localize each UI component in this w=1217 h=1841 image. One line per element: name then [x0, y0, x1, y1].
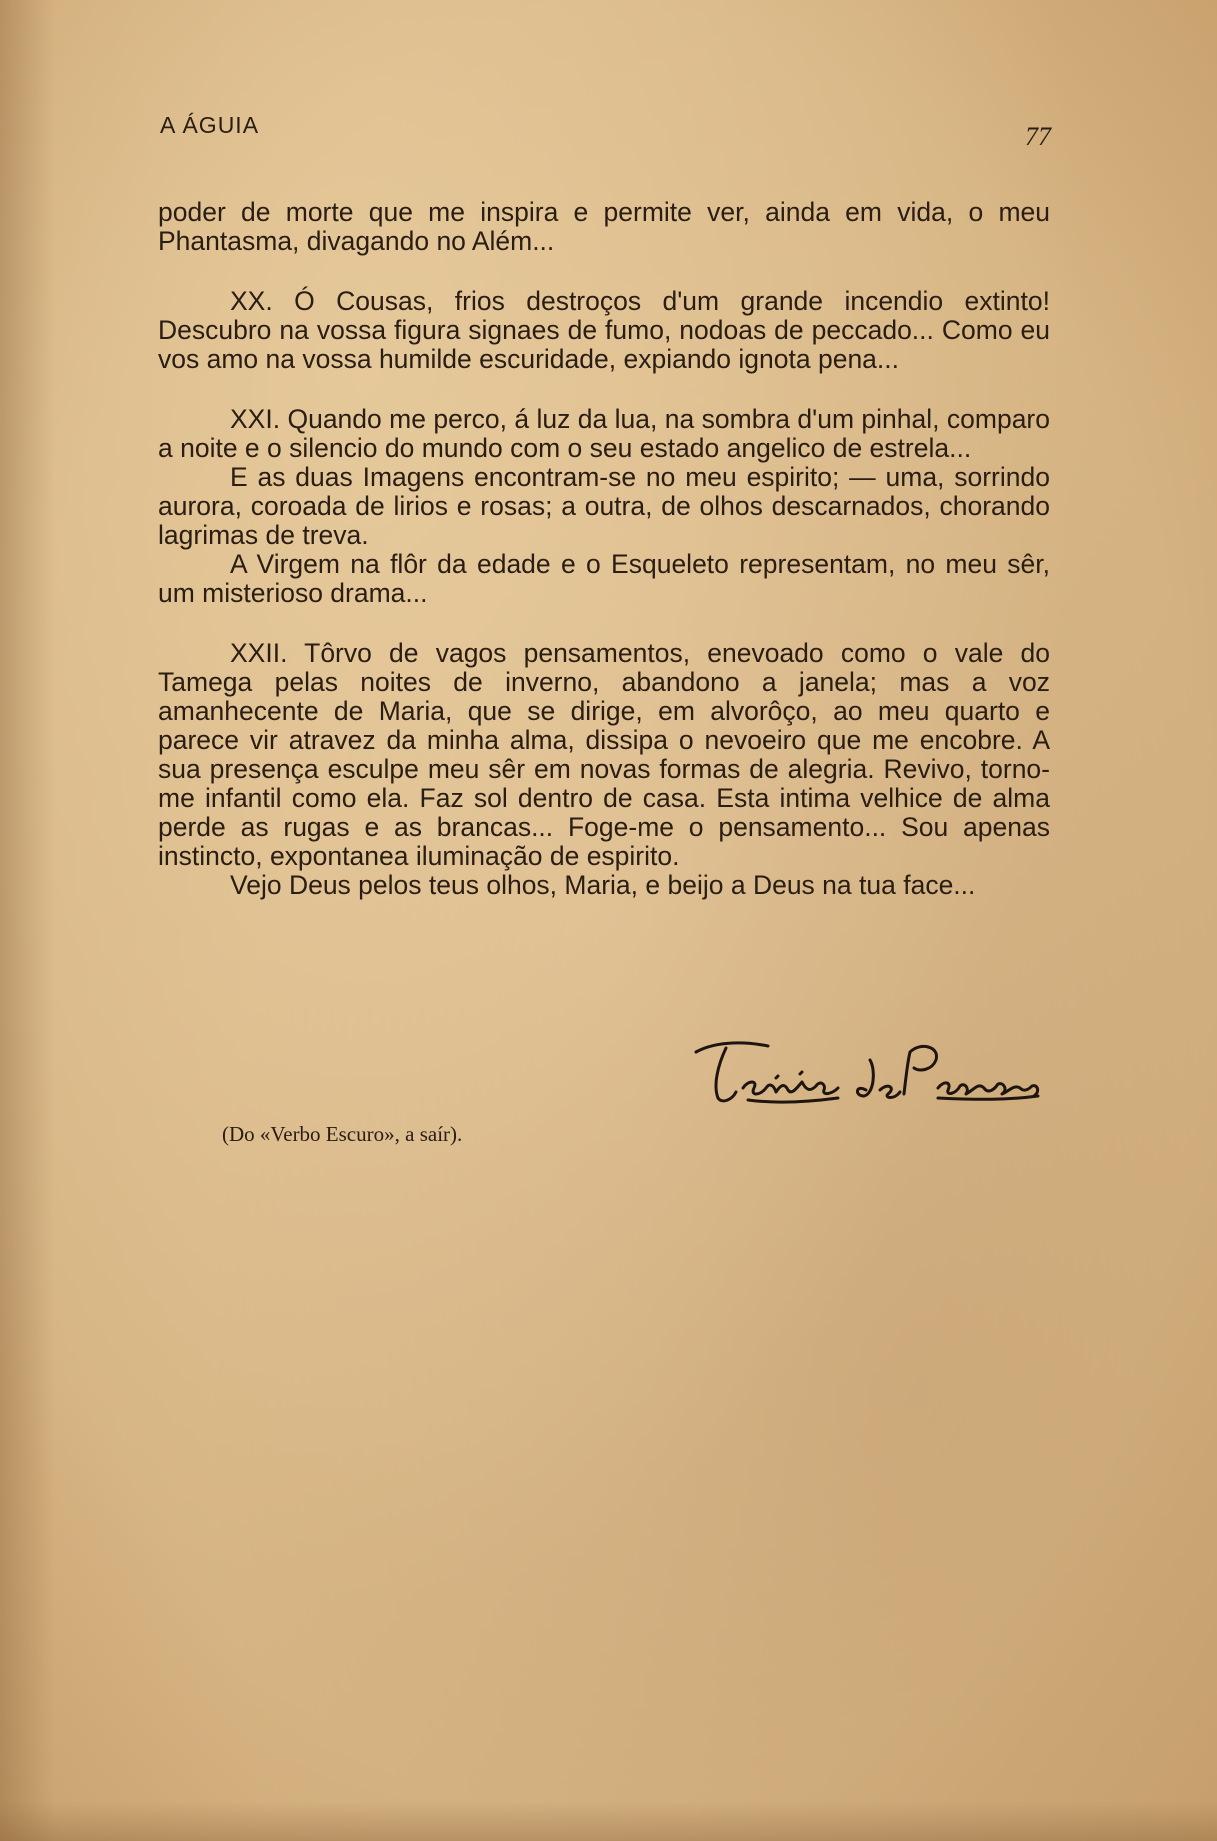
- running-head: A ÁGUIA: [160, 112, 260, 138]
- source-note: (Do «Verbo Escuro», a saír).: [222, 1122, 463, 1146]
- paragraph-xx: XX. Ó Cousas, frios destroços d'um grande incendio extinto! Descubro na vossa figura signaes de fumo, nodoas de peccado... Como eu vos amo na vossa humilde escuridade, expiando ignota pena...: [158, 286, 1050, 374]
- page-bottom-shadow: [0, 1801, 1217, 1841]
- paragraph-continuation: poder de morte que me inspira e permite ver, ainda em vida, o meu Phantasma, divagando no Além...: [158, 197, 1050, 256]
- paragraph-virgin-skeleton: A Virgem na flôr da edade e o Esqueleto representam, no meu sêr, um misterioso drama...: [158, 549, 1050, 608]
- page-edge-shadow: [0, 0, 55, 1841]
- body-text: [158, 198, 1050, 900]
- handwritten-signature: [688, 1030, 1048, 1110]
- page-number: 77: [1025, 122, 1051, 151]
- paragraph-xxi: XXI. Quando me perco, á luz da lua, na sombra d'um pinhal, comparo a noite e o silencio do mundo com o seu estado angelico de estrela...: [158, 404, 1050, 463]
- paragraph-two-images: E as duas Imagens encontram-se no meu espirito; — uma, sorrindo aurora, coroada de lirios e rosas; a outra, de olhos descarnados, chorando lagrimas de treva.: [158, 462, 1050, 550]
- paragraph-closing: Vejo Deus pelos teus olhos, Maria, e beijo a Deus na tua face...: [230, 870, 976, 900]
- paragraph-xxii: XXII. Tôrvo de vagos pensamentos, enevoado como o vale do Tamega pelas noites de inverno, abandono a janela; mas a voz amanhecente de Maria, que se dirige, em alvorôço, ao meu quarto e parece vir atravez da minha alma, dissipa o nevoeiro que me encobre. A sua presença esculpe meu sêr em novas formas de alegria. Revivo, torno-me infantil como ela. Faz sol dentro de casa. Esta intima velhice de alma perde as rugas e as brancas... Foge-me o pensamento... Sou apenas instincto, expontanea iluminação de espirito.: [158, 638, 1050, 871]
